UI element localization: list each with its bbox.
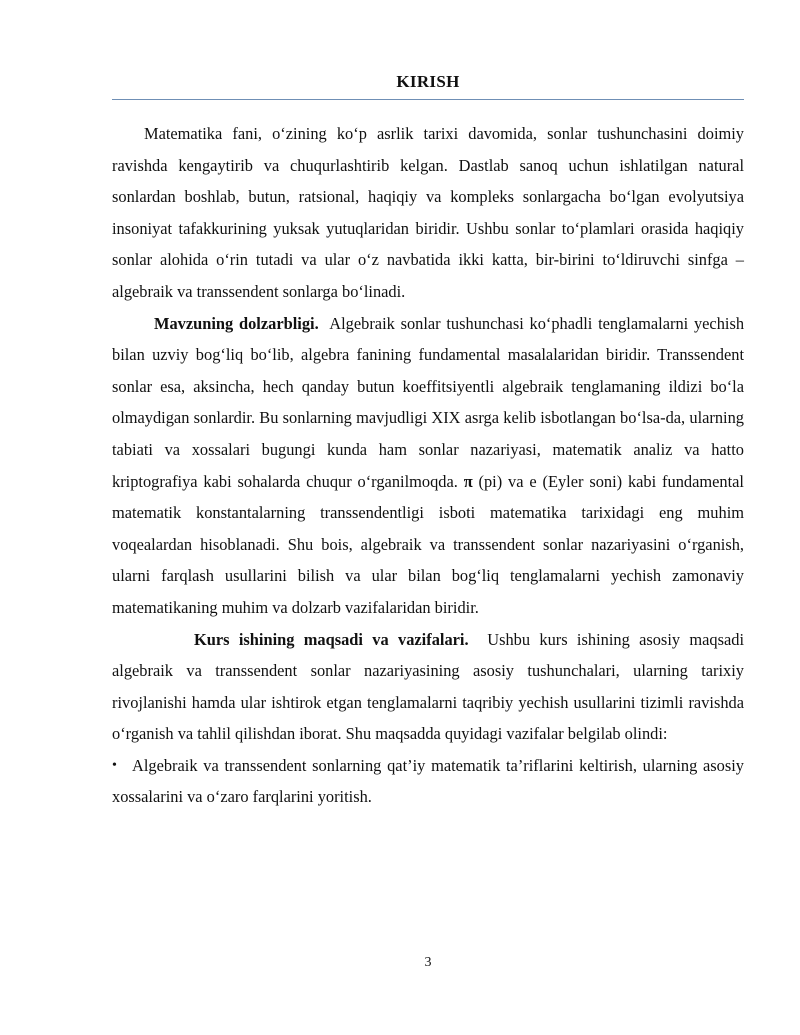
goal-heading: Kurs ishining maqsadi va vazifalari. [194, 629, 469, 649]
page-heading: KIRISH [396, 72, 460, 91]
bullet-icon: • [112, 757, 117, 773]
heading-underline [112, 99, 744, 100]
bullet-item-1 [112, 750, 744, 813]
intro-text: Matematika fani, o‘zining ko‘p asrlik tarixi davomida, sonlar tushunchasini doimiy ravishda kengaytirib va chuqurlashtirib kelgan. Dastlab sanoq uchun ishlatilgan natural sonlardan boshlab, butun, ratsional, haqiqiy va kompleks sonlargacha bo‘lgan evolyutsiya insoniyat tafakkurining yuksak yutuqlaridan biridir. Ushbu sonlar to‘plamlari orasida haqiqiy sonlar alohida o‘rin tutadi va ular o‘z navbatida ikki katta, bir-birini to‘ldiruvchi sinfga – algebraik va transsendent sonlarga bo‘linadi. [112, 124, 744, 301]
page-number: 3 [424, 955, 432, 970]
relevance-text-start: Algebraik sonlar tushunchasi ko‘phadli tenglamalarni yechish bilan uzviy bog‘liq bo‘lib, algebra fanining fundamental masalalaridan biridir. Transsendent sonlar esa, aksincha, hech qanday butun koeffitsiyentli algebraik tenglamaning ildizi bo‘la olmaydigan sonlardir. Bu sonlarning mavjudligi XIX asrga kelib isbotlangan bo‘lsa-da, ularning tabiati va xossalari bugungi kunda ham sonlar nazariyasi, matematik analiz va hatto kriptografiya kabi sohalarda chuqur o‘rganilmoqda. [112, 313, 745, 491]
relevance-paragraph [112, 308, 744, 624]
bullet-item-text: Algebraik va transsendent sonlarning qat’iy matematik ta’riflarini keltirish, ularning asosiy xossalarini va o‘zaro farqlarini yoritish. [112, 755, 744, 807]
pi-symbol: π [463, 471, 473, 491]
relevance-heading: Mavzuning dolzarbligi. [154, 313, 319, 333]
body-text [112, 118, 744, 813]
intro-paragraph [112, 118, 744, 308]
goal-text: Ushbu kurs ishining asosiy maqsadi algebraik va transsendent sonlar nazariyasining asosiy tushunchalari, ularning tarixiy rivojlanishi hamda ular ishtirok etgan tenglamalarni taqribiy yechish usullarini tizimli ravishda o‘rganish va tahlil qilishdan iborat. Shu maqsadda quyidagi vazifalar belgilab olindi: [112, 629, 745, 744]
goal-paragraph [112, 624, 744, 750]
relevance-text-end: (pi) va e (Eyler soni) kabi fundamental matematik konstantalarning transsendentligi isboti matematika tarixidagi eng muhim voqealardan hisoblanadi. Shu bois, algebraik va transsendent sonlar nazariyasini o‘rganish, ularni farqlash usullarini bilish va ular bilan bog‘liq tenglamalarni yechish zamonaviy matematikaning muhim va dolzarb vazifalaridan biridir. [112, 471, 744, 617]
